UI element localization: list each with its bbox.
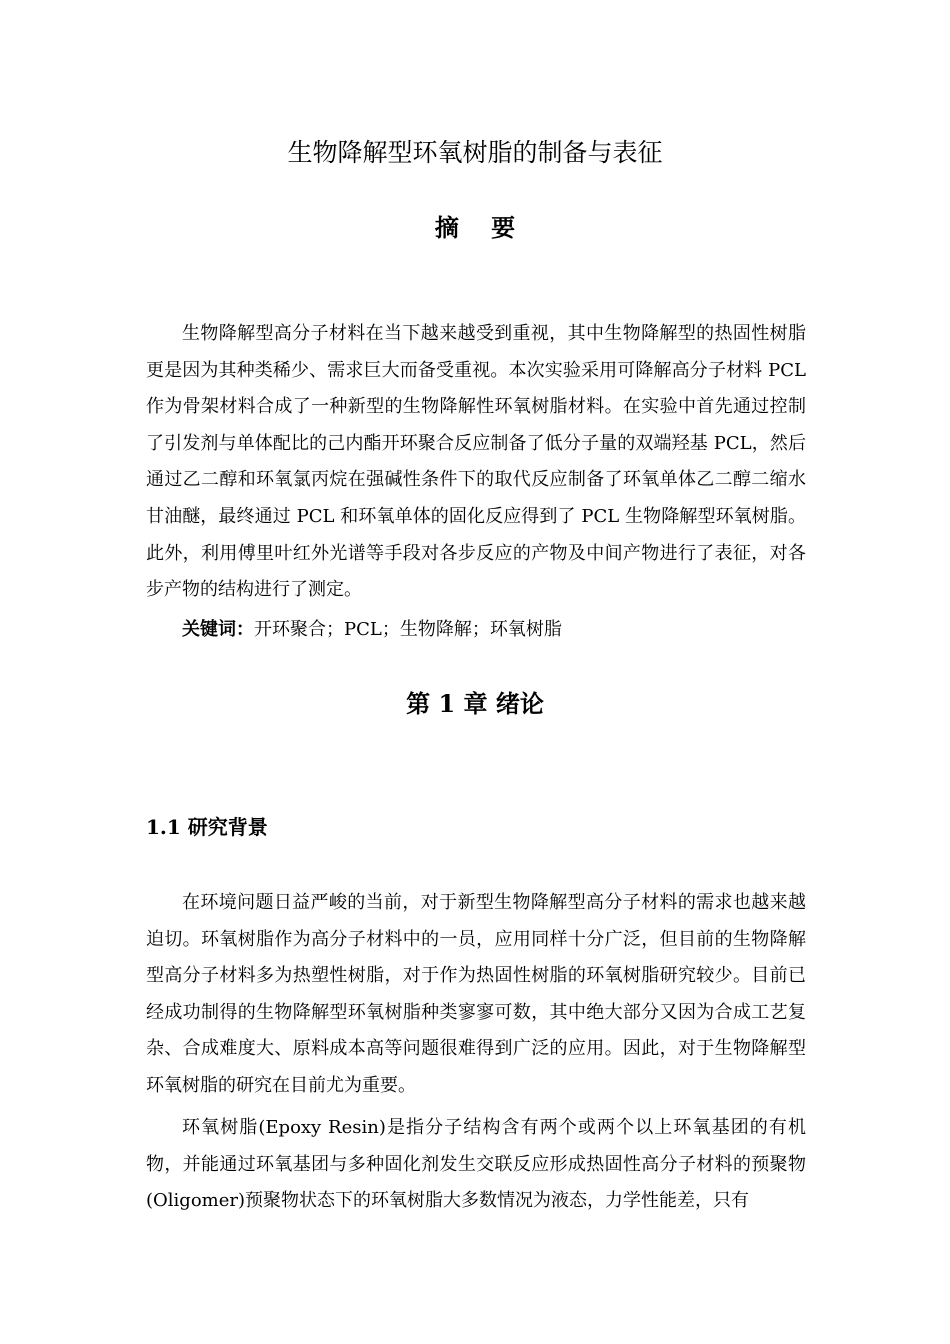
body-paragraph: 环氧树脂(Epoxy Resin)是指分子结构含有两个或两个以上环氧基团的有机物，并能通过环氧基团与多种固化剂发生交联反应形成热固性高分子材料的预聚物(Oligomer)预聚物状态下的环氧树脂大多数情况为液态，力学性能差，只有 [146,1117,806,1212]
chapter-heading: 第 1 章 绪论 [406,689,544,718]
document-title: 生物降解型环氧树脂的制备与表征 [287,138,663,167]
abstract-paragraph: 生物降解型高分子材料在当下越来越受到重视，其中生物降解型的热固性树脂更是因为其种类稀少、需求巨大而备受重视。本次实验采用可降解高分子材料 PCL 作为骨架材料合成了一种新型的生物降解性环氧树脂材料。在实验中首先通过控制了引发剂与单体配比的己内酯开环聚合反应制备了低分子量的双端羟基 PCL，然后通过乙二醇和环氧氯丙烷在强碱性条件下的取代反应制备了环氧单体乙二醇二缩水甘油醚，最终通过 PCL 和环氧单体的固化反应得到了 PCL 生物降解型环氧树脂。此外，利用傅里叶红外光谱等手段对各步反应的产物及中间产物进行了表征，对各步产物的结构进行了测定。 [146,323,806,601]
body-paragraph: 在环境问题日益严峻的当前，对于新型生物降解型高分子材料的需求也越来越迫切。环氧树脂作为高分子材料中的一员，应用同样十分广泛，但目前的生物降解型高分子材料多为热塑性树脂，对于作为热固性树脂的环氧树脂研究较少。目前已经成功制得的生物降解型环氧树脂种类寥寥可数，其中绝大部分又因为合成工艺复杂、合成难度大、原料成本高等问题很难得到广泛的应用。因此，对于生物降解型环氧树脂的研究在目前尤为重要。 [146,892,806,1096]
keywords-text: 开环聚合；PCL；生物降解；环氧树脂 [254,619,562,640]
keywords-line [182,612,562,648]
abstract-heading: 摘 要 [434,213,528,242]
section-heading: 1.1 研究背景 [146,815,268,839]
keywords-label: 关键词： [182,619,254,640]
